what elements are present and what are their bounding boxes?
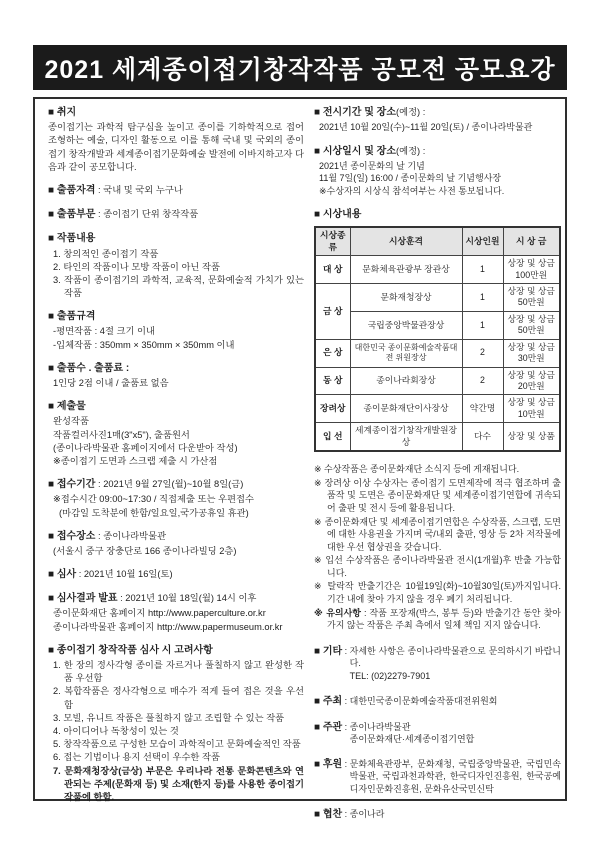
section-results <box>48 592 304 634</box>
section-paragraph: 종이접기는 과학적 탐구심을 높이고 종이를 기하학적으로 접어 조형하는 예술, 디자인 활동으로 이를 통해 국내 및 국외의 종이접기 창작개발과 세계종이접기문화예술 발전에 이바지하고자 다음과 같이 공모합니다. <box>48 122 304 172</box>
section-lines <box>48 377 304 390</box>
award-count-cell: 다수 <box>462 423 503 451</box>
list-item: 1인당 2점 이내 / 출품료 없음 <box>53 378 169 388</box>
award-table <box>314 226 561 452</box>
award-prize-cell: 상장 및 상금 50만원 <box>503 284 560 312</box>
section-heading-inline: : 종이나라박물관 <box>95 530 167 541</box>
section-heading-text: ■ 심사결과 발표 <box>48 593 118 605</box>
info-separator: : <box>342 645 350 656</box>
section-purpose <box>48 106 304 174</box>
award-count-cell: 1 <box>462 256 503 284</box>
award-kind-cell: 동 상 <box>315 367 350 395</box>
section-heading-text: ■ 전시기간 및 장소 <box>314 107 396 118</box>
info-sponsor <box>314 758 561 796</box>
award-prize-cell: 상장 및 상금 100만원 <box>503 256 560 284</box>
section-heading-text: ■ 출품수 . 출품료 : <box>48 362 130 374</box>
award-count-cell: 2 <box>462 339 503 367</box>
list-item: (서울시 중구 장충단로 166 종이나라빌딩 2층) <box>53 545 237 556</box>
section-submissions <box>48 400 304 468</box>
list-item: 3. 작품이 종이접기의 과학적, 교육적, 문화예술적 가치가 있는 작품 <box>53 274 304 299</box>
info-etc <box>314 645 561 683</box>
section-award-ceremony <box>314 145 561 198</box>
section-heading-text: ■ 시상내용 <box>314 209 362 221</box>
award-kind-cell: 대 상 <box>315 256 350 284</box>
section-lines <box>48 607 304 633</box>
section-heading-text: ■ 제출물 <box>48 401 86 413</box>
award-kind-cell: 금 상 <box>315 284 350 340</box>
info-line: 종이나라 <box>349 808 385 819</box>
info-body <box>350 695 561 709</box>
col-header-award-prize: 시 상 금 <box>503 227 560 255</box>
section-heading <box>314 208 561 222</box>
award-table-head <box>315 227 560 255</box>
section-lines <box>314 160 561 198</box>
list-item: -평면작품 : 4절 크기 이내 <box>53 326 156 337</box>
col-header-award-type: 시상종류 <box>315 227 350 255</box>
list-item: 2. 복합작품은 정사각형으로 매수가 적게 들여 접은 것을 우선함 <box>53 686 304 710</box>
section-heading <box>48 310 304 324</box>
note-item: ※ 장려상 이상 수상자는 종이접기 도면제작에 적극 협조하며 출품작 및 도면은 종이문화재단 및 세계종이접기연합에 귀속되어 출판 및 전시 등에 활용됩니다. <box>314 477 561 513</box>
section-heading-inline: : 2021년 10월 16일(토) <box>76 569 173 580</box>
award-prize-cell: 상장 및 상금 50만원 <box>503 311 560 339</box>
list-item: 4. 아이디어나 독창성이 있는 것 <box>53 725 179 736</box>
award-honor-cell: 세계종이접기창작개발원장상 <box>350 423 462 451</box>
section-heading <box>48 106 304 120</box>
table-row-selected <box>315 423 560 451</box>
section-heading <box>48 362 304 376</box>
table-row-silver <box>315 339 560 367</box>
note-item: ※ 수상작품은 종이문화재단 소식지 등에 게재됩니다. <box>314 464 520 475</box>
note-item: ※ 입선 수상작품은 종이나라박물관 전시(1개월)후 반출 가능합니다. <box>314 555 561 578</box>
section-lines <box>48 325 304 351</box>
info-line: 자세한 사항은 종이나라박물관으로 문의하시기 바랍니다. <box>349 645 561 669</box>
list-item: 완성작품 <box>53 416 89 427</box>
section-heading <box>48 208 304 222</box>
info-label: ■ 후원 <box>314 758 343 770</box>
section-heading-text: ■ 시상일시 및 장소 <box>314 145 396 157</box>
right-column <box>314 106 561 834</box>
section-judging <box>48 568 304 582</box>
list-item: 11월 7일(일) 16:00 / 종이문화의 날 기념행사장 <box>319 173 502 184</box>
award-honor-cell: 문화재청장상 <box>350 284 462 312</box>
list-item: 3. 모빌, 유니트 작품은 풀칠하지 않고 조립할 수 있는 작품 <box>53 712 285 723</box>
note-item: ※ 종이문화재단 및 세계종이접기연합은 수상작품, 스크랩, 도면에 대한 사용권을 가지며 국/내외 출판, 영상 등 2차 저작물에 대한 우선 협상권을 갖습니다. <box>314 516 561 552</box>
section-heading <box>48 400 304 414</box>
section-lines <box>48 545 304 558</box>
info-line: 종이나라박물관 <box>349 721 411 732</box>
award-table-header-row <box>315 227 560 255</box>
section-category <box>48 208 304 222</box>
info-support <box>314 808 561 822</box>
section-heading <box>48 184 304 198</box>
website-line: 종이문화재단 홈페이지 http://www.paperculture.or.kr <box>53 608 266 619</box>
section-heading <box>314 145 561 159</box>
award-prize-cell: 상장 및 상금 30만원 <box>503 339 560 367</box>
list-item: 2021년 종이문화의 날 기념 <box>319 160 425 171</box>
phone-number: TEL: (02)2279-7901 <box>349 671 431 682</box>
section-heading <box>48 478 304 492</box>
info-separator: : <box>342 808 350 819</box>
section-heading-text: ■ 출품자격 <box>48 184 96 196</box>
table-row-grand-prize <box>315 256 560 284</box>
award-honor-cell: 문화체육관광부 장관상 <box>350 256 462 284</box>
award-table-body <box>315 256 560 451</box>
info-host <box>314 695 561 709</box>
section-heading-text: ■ 출품부문 <box>48 209 96 221</box>
note-item: ※ 탈락작 반출기간은 10월19일(화)~10월30일(토)까지입니다. 기간 내에 찾아 가지 않을 경우 폐기 처리됩니다. <box>314 581 561 605</box>
section-heading <box>48 232 304 246</box>
award-prize-cell: 상장 및 상금 20만원 <box>503 367 560 395</box>
section-heading-text: ■ 취지 <box>48 107 77 118</box>
col-header-award-count: 시상인원 <box>462 227 503 255</box>
section-eligibility <box>48 184 304 198</box>
list-item: ※수상자의 시상식 참석여부는 사전 통보됩니다. <box>319 185 505 196</box>
section-lines <box>48 493 304 519</box>
section-heading-text: ■ 출품규격 <box>48 311 96 323</box>
notes-list <box>314 463 561 632</box>
info-separator: : <box>342 721 350 732</box>
section-lines <box>48 415 304 468</box>
table-row-encouragement <box>315 395 560 423</box>
list-item: 1. 창의적인 종이접기 작품 <box>53 248 159 259</box>
info-body <box>350 721 561 746</box>
list-item: (종이나라박물관 홈페이지에서 다운받아 작성) <box>53 442 238 453</box>
list-item: 6. 접는 기법이나 용지 선택이 우수한 작품 <box>53 752 220 763</box>
award-count-cell: 1 <box>462 284 503 312</box>
info-separator: : <box>342 695 350 706</box>
section-entry-fee <box>48 362 304 390</box>
section-exhibition <box>314 106 561 134</box>
section-heading-text: ■ 심사 <box>48 569 77 581</box>
award-honor-cell: 종이문화재단이사장상 <box>350 395 462 423</box>
award-prize-cell: 상장 및 상품 <box>503 423 560 451</box>
section-heading-text: ■ 접수장소 <box>48 530 96 542</box>
note-item-caution <box>314 607 561 632</box>
award-prize-cell: 상장 및 상금 10만원 <box>503 395 560 423</box>
section-heading-inline: : 2021년 10월 18일(월) 14시 이후 <box>117 593 257 604</box>
info-organizer <box>314 721 561 746</box>
section-heading <box>48 644 304 658</box>
section-heading-text: ■ 종이접기 창작작품 심사 시 고려사항 <box>48 644 213 656</box>
info-body <box>350 758 561 796</box>
info-line: 문화체육관광부, 문화재청, 국립중앙박물관, 국립민속박물관, 국립과천과학관, 한국디자인진흥원, 한국공예디자인문화진흥원, 문화유산국민신탁 <box>349 758 561 794</box>
list-item: 1. 한 장의 정사각형 종이를 자르거나 풀칠하지 않고 완성한 작품 우선함 <box>53 660 304 684</box>
info-label: ■ 기타 <box>314 645 343 657</box>
section-heading <box>48 530 304 544</box>
list-item-emphasized: 7. 문화재청장상(금상) 부문은 우리나라 전통 문화콘텐츠와 연관되는 주제(문화재 등) 및 소재(한지 등)를 사용한 종이접기 작품에 한함. <box>53 765 304 802</box>
award-honor-cell: 대한민국 종이문화예술작품대전 위원장상 <box>350 339 462 367</box>
section-heading <box>48 568 304 582</box>
section-considerations <box>48 644 304 804</box>
info-line: 종이문화재단·세계종이접기연합 <box>349 734 475 745</box>
table-row-gold-2 <box>315 311 560 339</box>
list-item: (마감일 도착분에 한함/일요일,국가공휴일 휴관) <box>59 507 249 518</box>
left-column <box>48 106 304 814</box>
section-lines <box>48 659 304 804</box>
list-item: ※접수시간 09:00~17:30 / 직접제출 또는 우편접수 <box>53 494 254 505</box>
info-label: ■ 주관 <box>314 721 343 733</box>
section-awards <box>314 208 561 452</box>
award-kind-cell: 장려상 <box>315 395 350 423</box>
section-heading <box>48 592 304 606</box>
award-count-cell: 1 <box>462 311 503 339</box>
info-body <box>350 808 561 822</box>
award-kind-cell: 은 상 <box>315 339 350 367</box>
list-item: 2. 타인의 작품이나 모방 작품이 아닌 작품 <box>53 261 220 272</box>
caution-text: : 작품 포장재(박스, 봉투 등)와 반출기간 동안 찾아 가지 않는 작품은 주최 측에서 일체 책임 지지 않습니다. <box>327 607 561 631</box>
list-item: 2021년 10월 20일(수)~11월 20일(토) / 종이나라박물관 <box>319 122 533 132</box>
section-specs <box>48 310 304 352</box>
website-line: 종이나라박물관 홈페이지 http://www.papermuseum.or.kr <box>53 621 283 632</box>
section-lines <box>48 248 304 301</box>
award-honor-cell: 국립중앙박물관장상 <box>350 311 462 339</box>
list-item: 작품컬러사진1매(3"x5"), 출품원서 <box>53 429 190 440</box>
table-row-bronze <box>315 367 560 395</box>
section-heading-text: ■ 접수기간 <box>48 479 96 491</box>
info-separator: : <box>342 758 350 769</box>
section-heading-inline: (예정) : <box>396 145 426 156</box>
award-kind-cell: 입 선 <box>315 423 350 451</box>
award-honor-cell: 종이나라회장상 <box>350 367 462 395</box>
award-count-cell: 2 <box>462 367 503 395</box>
section-heading-inline: : 종이접기 단위 창작작품 <box>95 209 199 220</box>
section-heading-inline: : 2021년 9월 27일(월)~10월 8일(금) <box>95 479 244 490</box>
section-reception-period <box>48 478 304 520</box>
document-title: 2021 세계종이접기창작작품 공모전 공모요강 <box>44 55 556 84</box>
table-row-gold-1 <box>315 284 560 312</box>
list-item: 5. 창작작품으로 구성한 모습이 과학적이고 문화예술적인 작품 <box>53 739 301 750</box>
document-title-banner <box>33 45 567 90</box>
section-heading-inline: : 국내 및 국외 누구나 <box>95 184 183 195</box>
info-label: ■ 협찬 <box>314 808 343 820</box>
list-item: -입체작품 : 350mm × 350mm × 350mm 이내 <box>53 339 235 350</box>
list-item: ※종이접기 도면과 스크랩 제출 시 가산점 <box>53 455 218 466</box>
section-reception-place <box>48 530 304 558</box>
col-header-award-honor: 시상훈격 <box>350 227 462 255</box>
section-heading <box>314 106 561 120</box>
info-line: 대한민국종이문화예술작품대전위원회 <box>349 695 498 706</box>
award-count-cell: 약간명 <box>462 395 503 423</box>
section-heading-text: ■ 작품내용 <box>48 233 96 245</box>
info-body <box>350 645 561 683</box>
section-lines <box>314 121 561 134</box>
caution-label: ※ 유의사항 <box>314 607 361 618</box>
content-frame <box>33 97 567 820</box>
info-label: ■ 주최 <box>314 695 343 707</box>
section-work-content <box>48 232 304 300</box>
section-heading-inline: (예정) : <box>396 107 426 117</box>
